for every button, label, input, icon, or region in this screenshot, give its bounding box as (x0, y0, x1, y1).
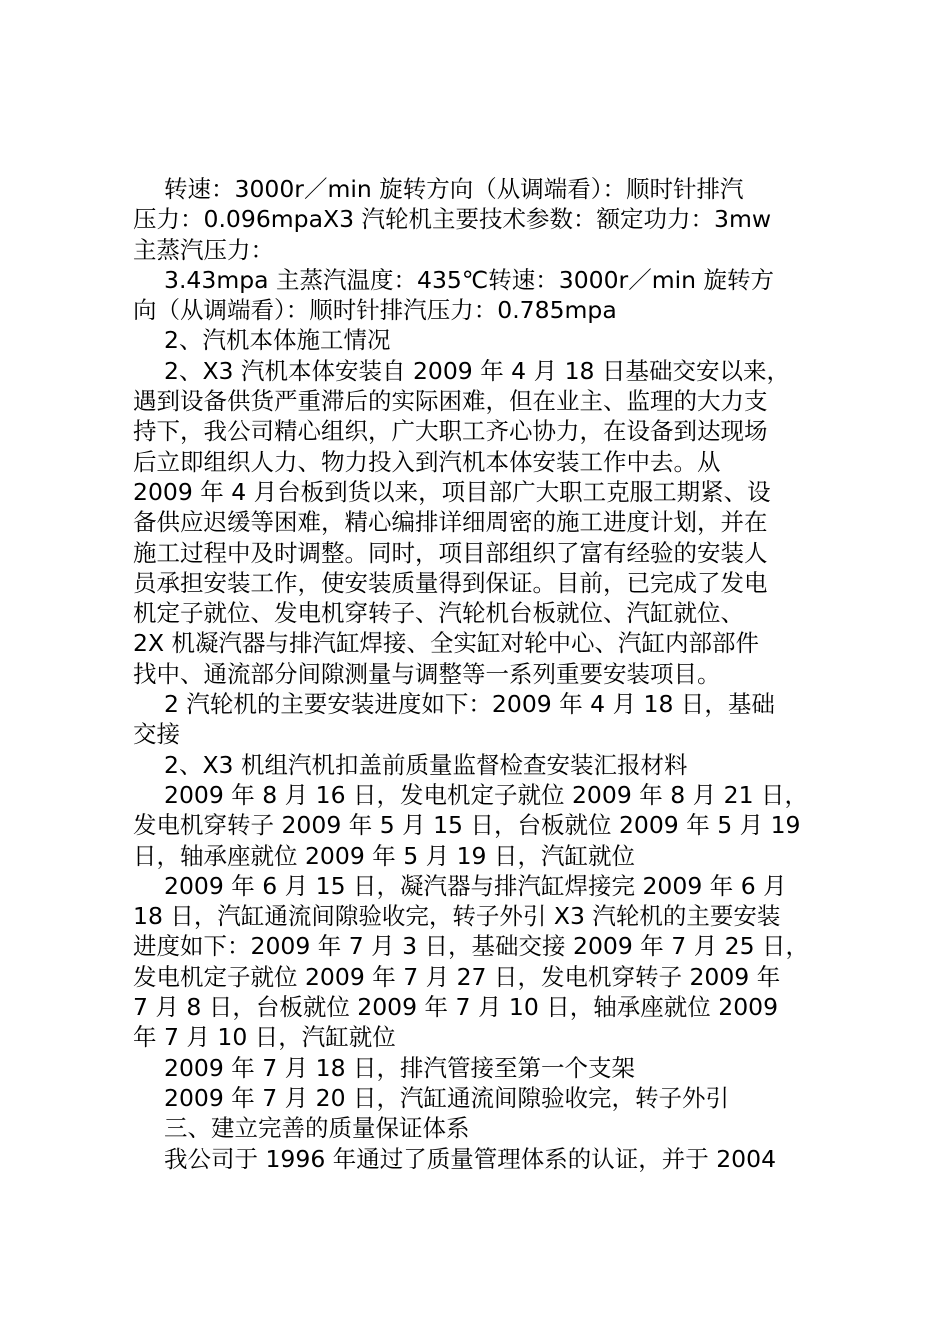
text-line: 进度如下：2009 年 7 月 3 日，基础交接 2009 年 7 月 25 日， (133, 932, 810, 961)
text-line: 施工过程中及时调整。同时，项目部组织了富有经验的安装人 (133, 538, 768, 567)
text-line: 向（从调端看）：顺时针排汽压力：0.785mpa (133, 296, 617, 325)
text-line: 2 汽轮机的主要安装进度如下：2009 年 4 月 18 日，基础 (164, 690, 775, 719)
text-line: 年 7 月 10 日，汽缸就位 (133, 1023, 396, 1052)
text-line: 员承担安装工作，使安装质量得到保证。目前，已完成了发电 (133, 568, 768, 597)
text-line: 转速：3000r／min 旋转方向（从调端看）：顺时针排汽 (164, 175, 744, 203)
text-line: 2009 年 7 月 20 日，汽缸通流间隙验收完，转子外引 (164, 1083, 730, 1112)
text-line: 发电机穿转子 2009 年 5 月 15 日，台板就位 2009 年 5 月 19 (133, 811, 801, 840)
text-line: 三、建立完善的质量保证体系 (164, 1114, 470, 1143)
text-line: 发电机定子就位 2009 年 7 月 27 日，发电机穿转子 2009 年 (133, 962, 781, 991)
text-line: 3.43mpa 主蒸汽温度：435℃转速：3000r／min 旋转方 (164, 265, 775, 294)
text-line: 2009 年 6 月 15 日，凝汽器与排汽缸焊接完 2009 年 6 月 (164, 871, 787, 900)
text-line: 我公司于 1996 年通过了质量管理体系的认证，并于 2004 (164, 1144, 777, 1173)
text-line: 后立即组织人力、物力投入到汽机本体安装工作中去。从 (133, 447, 721, 476)
text-line: 找中、通流部分间隙测量与调整等一系列重要安装项目。 (133, 659, 721, 688)
text-line: 持下，我公司精心组织，广大职工齐心协力，在设备到达现场 (133, 417, 768, 446)
text-line: 2009 年 7 月 18 日，排汽管接至第一个支架 (164, 1053, 636, 1082)
text-line: 遇到设备供货严重滞后的实际困难，但在业主、监理的大力支 (133, 387, 768, 416)
text-line: 7 月 8 日，台板就位 2009 年 7 月 10 日，轴承座就位 2009 (133, 993, 779, 1022)
text-line: 18 日，汽缸通流间隙验收完，转子外引 X3 汽轮机的主要安装 (133, 902, 781, 931)
text-line: 交接 (133, 720, 180, 749)
document-body (133, 174, 833, 1174)
text-line: 2009 年 8 月 16 日，发电机定子就位 2009 年 8 月 21 日， (164, 780, 808, 809)
text-line: 2009 年 4 月台板到货以来，项目部广大职工克服工期紧、设 (133, 477, 771, 506)
text-line: 压力：0.096mpaX3 汽轮机主要技术参数：额定功力：3mw (133, 205, 772, 234)
text-line: 2、X3 机组汽机扣盖前质量监督检查安装汇报材料 (164, 750, 688, 779)
text-line: 2、X3 汽机本体安装自 2009 年 4 月 18 日基础交安以来， (164, 356, 790, 385)
text-line: 机定子就位、发电机穿转子、汽轮机台板就位、汽缸就位、 (133, 599, 744, 628)
text-line: 2、汽机本体施工情况 (164, 326, 391, 355)
text-line: 2X 机凝汽器与排汽缸焊接、全实缸对轮中心、汽缸内部部件 (133, 629, 760, 658)
text-line: 日，轴承座就位 2009 年 5 月 19 日，汽缸就位 (133, 841, 635, 870)
text-line: 主蒸汽压力： (133, 235, 274, 264)
text-line: 备供应迟缓等困难，精心编排详细周密的施工进度计划，并在 (133, 508, 768, 537)
